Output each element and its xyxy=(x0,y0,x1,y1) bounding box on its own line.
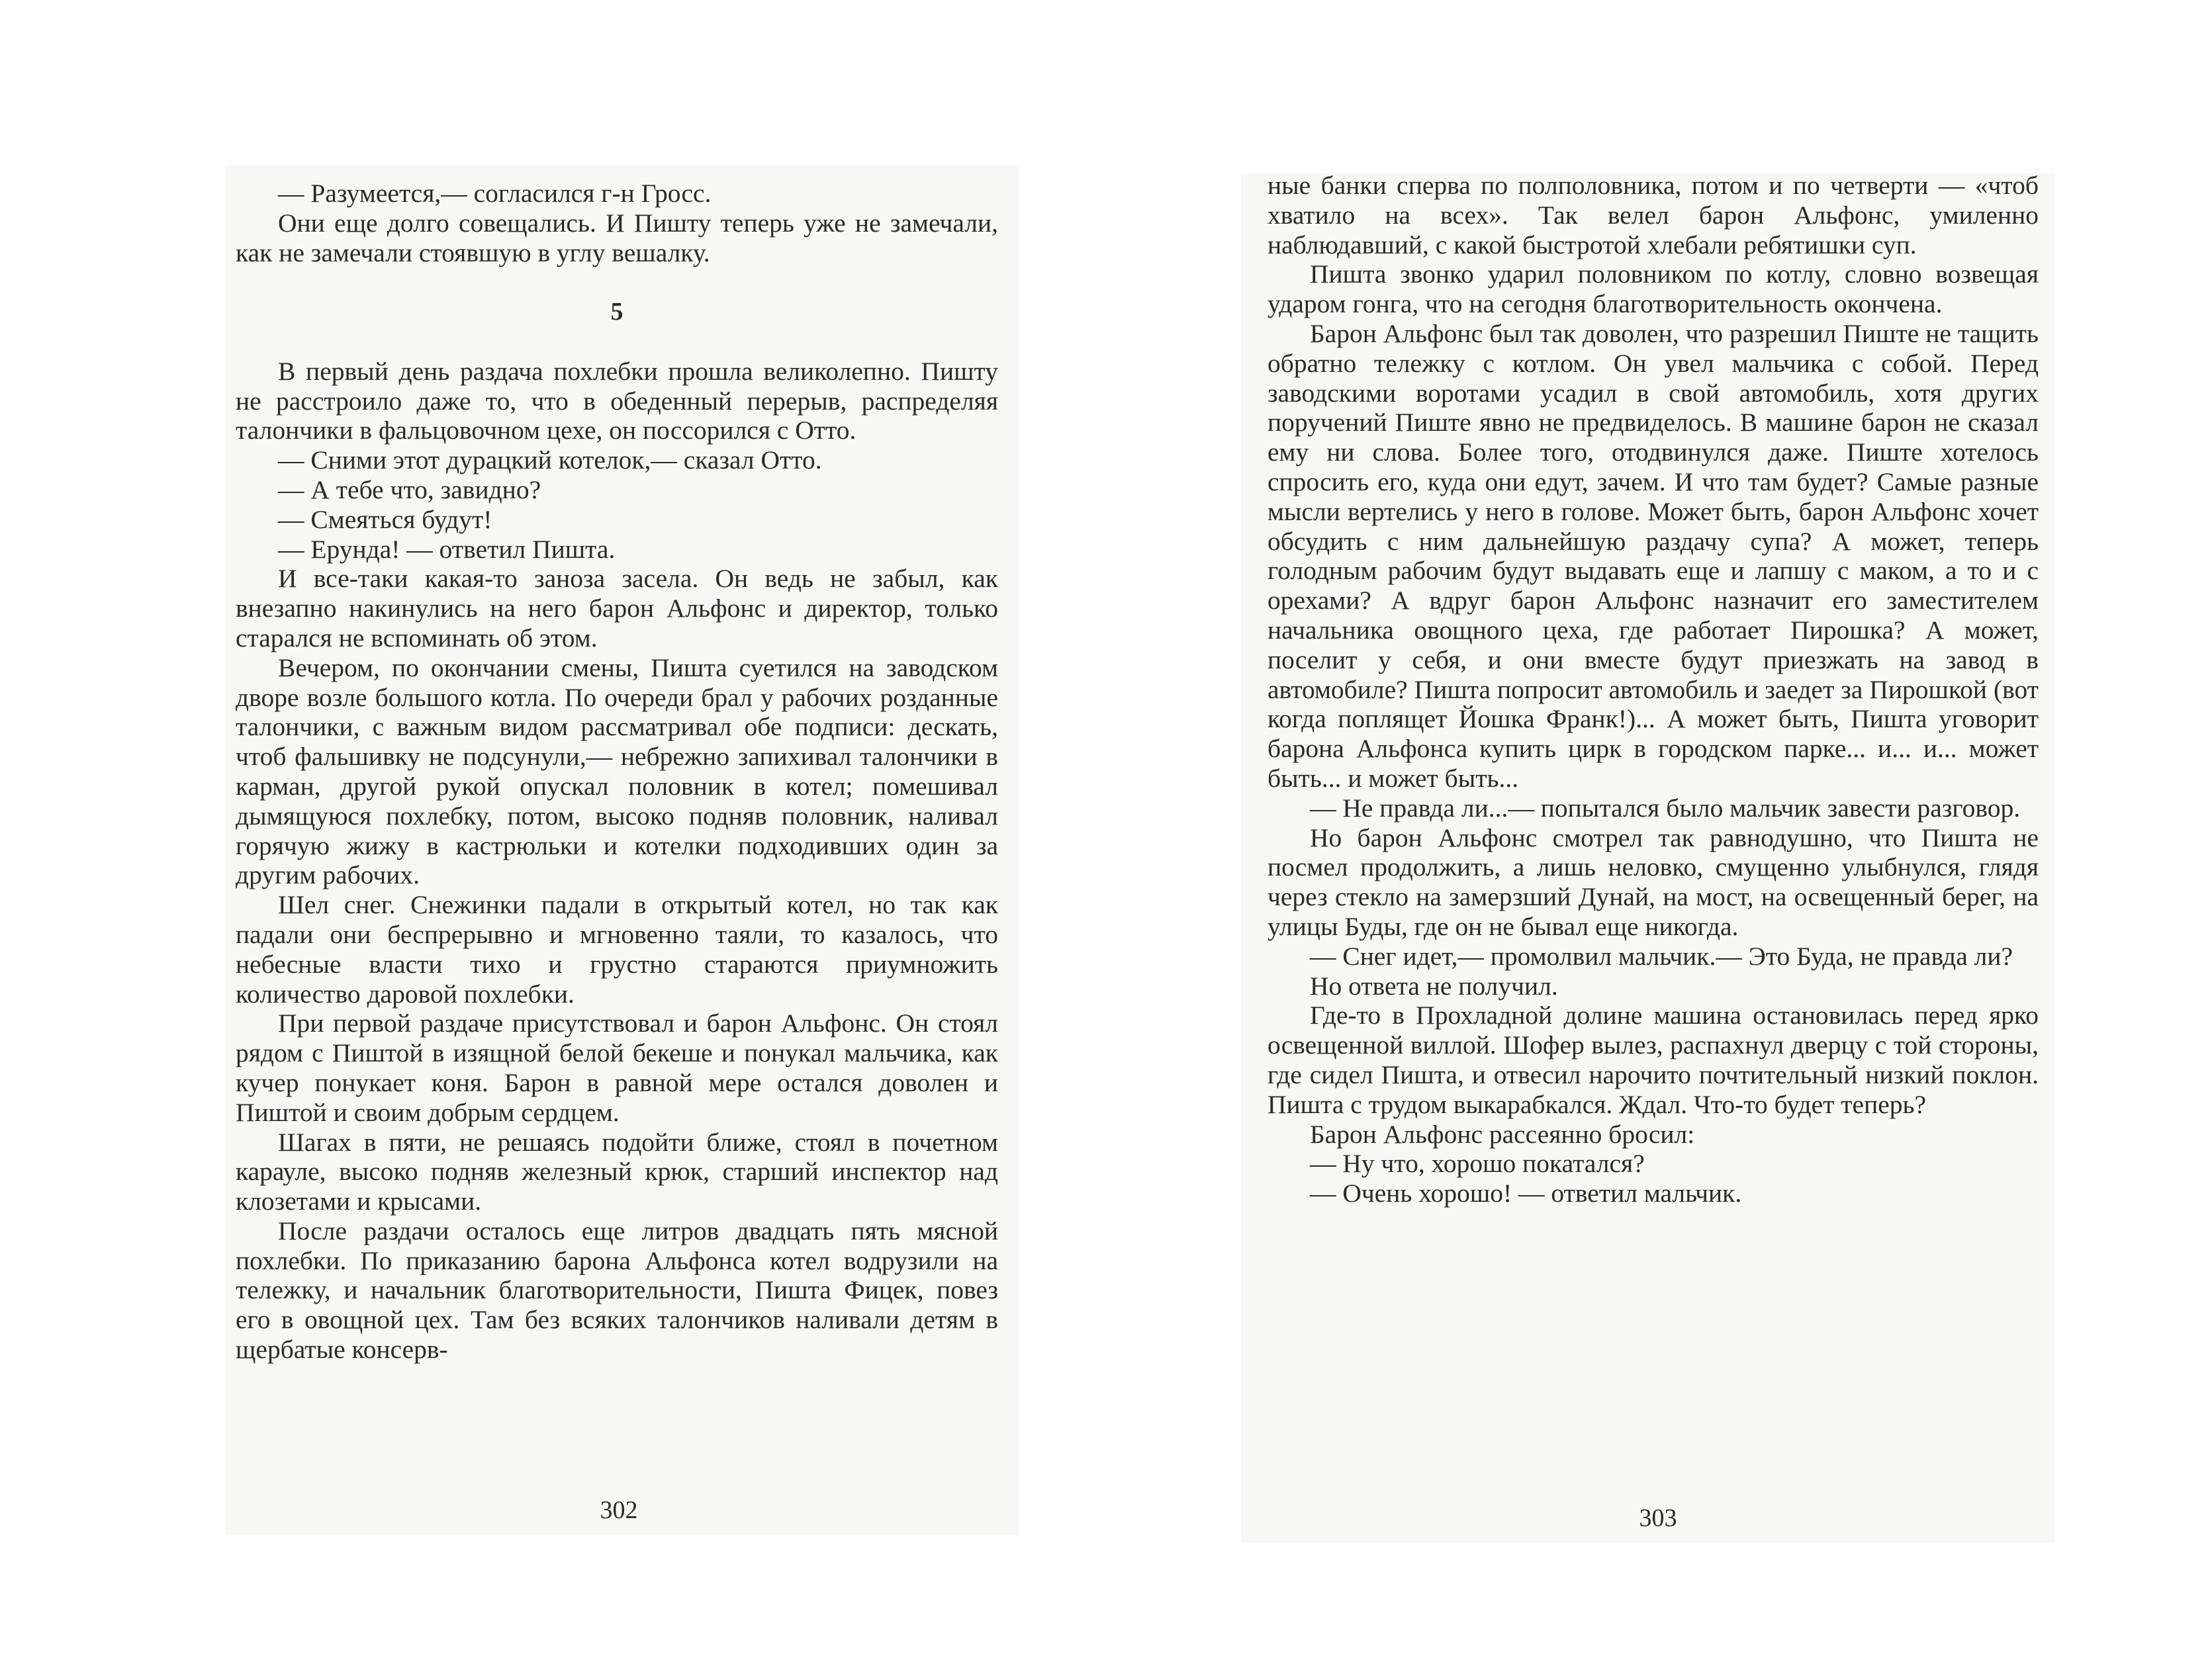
right-page xyxy=(1241,173,2055,1543)
paragraph: — Не правда ли...— попытался было мальчик завести разговор. xyxy=(1310,793,2021,823)
paragraph: После раздачи осталось еще литров двадцать пять мясной похлебки. По приказанию барона Альфонса котел водрузили на тележку, и начальник благотворительности, Пишта Фицек, повез его в овощной цех. Там без всяких талончиков наливали детям в щербатые консерв- xyxy=(236,1216,998,1365)
page-number: 303 xyxy=(1639,1504,1677,1532)
paragraph: Где-то в Прохладной долине машина остановилась перед ярко освещенной виллой. Шофер вылез, распахнул дверцу с той стороны, где сидел Пишта, и отвесил нарочито почтительный низкий поклон. Пишта с трудом выкарабкался. Ждал. Что-то будет теперь? xyxy=(1267,1001,2039,1119)
paragraph: — Сними этот дурацкий котелок,— сказал Отто. xyxy=(278,445,822,475)
paragraph: — Разумеется,— согласился г-н Гросс. xyxy=(278,179,712,208)
paragraph: Вечером, по окончании смены, Пишта суетился на заводском дворе возле большого котла. По очереди брал у рабочих розданные талончики, с важным видом рассматривал обе подписи: дескать, чтоб фальшивку не подсунули,— небрежно запихивал талончики в карман, другой рукой опускал половник в котел; помешивал дымящуюся похлебку, потом, высоко подняв половник, наливал горячую жижу в кастрюльки и котелки подходивших один за другим рабочих. xyxy=(236,653,998,890)
paragraph: Шел снег. Снежинки падали в открытый котел, но так как падали они беспрерывно и мгновенно таяли, то казалось, что небесные власти тихо и грустно стараются приумножить количество даровой похлебки. xyxy=(236,890,998,1009)
paragraph: И все-таки какая-то заноза засела. Он ведь не забыл, как внезапно накинулись на него барон Альфонс и директор, только старался не вспоминать об этом. xyxy=(236,564,998,653)
paragraph: — А тебе что, завидно? xyxy=(278,474,541,504)
paragraph: — Очень хорошо! — ответил мальчик. xyxy=(1310,1179,1742,1208)
paragraph: Пишта звонко ударил половником по котлу, словно возвещая ударом гонга, что на сегодня благотворительность окончена. xyxy=(1267,259,2039,319)
paragraph-continuation: ные банки сперва по полполовника, потом и по четверти — «чтоб хватило на всех». Так велел барон Альфонс, умиленно наблюдавший, с какой быстротой хлебали ребятишки суп. xyxy=(1267,171,2039,259)
right-page-text xyxy=(1267,171,2039,1208)
paragraph: Но ответа не получил. xyxy=(1310,971,1558,1001)
paragraph: — Снег идет,— промолвил мальчик.— Это Буда, не правда ли? xyxy=(1310,941,2013,971)
spacer xyxy=(236,327,998,357)
left-page xyxy=(225,165,1019,1535)
paragraph: В первый день раздача похлебки прошла великолепно. Пишту не расстроило даже то, что в обеденный перерыв, распределяя талончики в фальцовочном цехе, он поссорился с Отто. xyxy=(236,356,998,445)
paragraph: При первой раздаче присутствовал и барон Альфонс. Он стоял рядом с Пиштой в изящной белой бекеше и понукал мальчика, как кучер понукает коня. Барон в равной мере остался доволен и Пиштой и своим добрым сердцем. xyxy=(236,1009,998,1127)
paragraph: Барон Альфонс был так доволен, что разрешил Пиште не тащить обратно тележку с котлом. Он увел мальчика с собой. Перед заводскими воротами усадил в свой автомобиль, хотя других поручений Пиште явно не предвиделось. В машине барон не сказал ему ни слова. Более того, отодвинулся даже. Пиште хотелось спросить его, куда они едут, зачем. И что там будет? Самые разные мысли вертелись у него в голове. Может быть, барон Альфонс хочет обсудить с ним дальнейшую раздачу супа? А может, теперь голодным рабочим будут выдавать еще и лапшу с маком, а то и с орехами? А вдруг барон Альфонс назначит его заместителем начальника овощного цеха, где работает Пирошка? А может, поселит у себя, и они вместе будут приезжать на завод в автомобиле? Пишта попросит автомобиль и заедет за Пирошкой (вот когда поплящет Йошка Франк!)... А может быть, Пишта уговорит барона Альфонса купить цирк в городском парке... и... и... может быть... и может быть... xyxy=(1267,318,2039,793)
chapter-number: 5 xyxy=(610,298,623,326)
spacer xyxy=(236,267,998,297)
paragraph: Барон Альфонс рассеянно бросил: xyxy=(1310,1119,1695,1149)
paragraph: Но барон Альфонс смотрел так равнодушно, что Пишта не посмел продолжить, а лишь неловко, смущенно улыбнулся, глядя через стекло на замерзший Дунай, на мост, на освещенный берег, на улицы Буды, где он не бывал еще никогда. xyxy=(1267,823,2039,941)
page-number: 302 xyxy=(600,1496,638,1524)
left-page-text xyxy=(236,179,998,1365)
paragraph: — Ну что, хорошо покатался? xyxy=(1310,1149,1645,1179)
paragraph: Они еще долго совещались. И Пишту теперь уже не замечали, как не замечали стоявшую в углу вешалку. xyxy=(236,208,998,267)
paragraph: Шагах в пяти, не решаясь подойти ближе, стоял в почетном карауле, высоко подняв железный крюк, старший инспектор над клозетами и крысами. xyxy=(236,1127,998,1216)
paragraph: — Смеяться будут! xyxy=(278,504,492,534)
paragraph: — Ерунда! — ответил Пишта. xyxy=(278,534,616,564)
